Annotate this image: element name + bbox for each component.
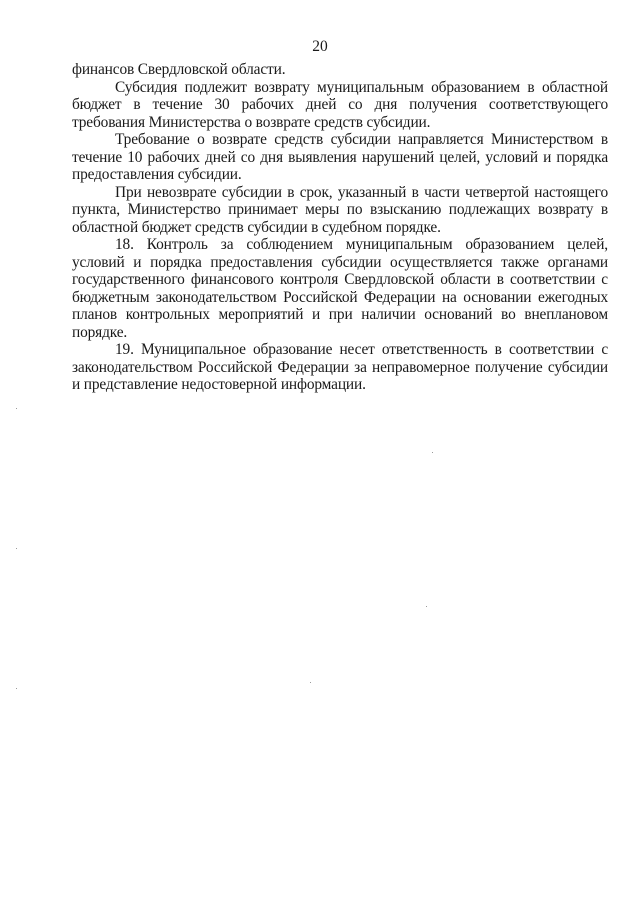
scan-speck (426, 606, 427, 607)
paragraph-refund-demand: Требование о возврате средств субсидии направляется Министерством в течение 10 рабочих дней со дня выявления нарушений целей, условий и порядка предоставления субсидии. (72, 131, 608, 183)
paragraph-refund-obligation: Субсидия подлежит возврату муниципальным образованием в областной бюджет в течение 30 рабочих дней со дня получения соответствующего требования Министерства о возврате средств субсидии. (72, 78, 608, 131)
paragraph-item-18: 18. Контроль за соблюдением муниципальным образованием целей, условий и порядка предоставления субсидии осуществляется также органами государственного финансового контроля Свердловской области в соответствии с бюджетным законодательством Российской Федерации на основании ежегодных планов контрольных мероприятий и при наличии оснований во внеплановом порядке. (72, 236, 608, 341)
paragraph-non-return: При невозврате субсидии в срок, указанный в части четвертой настоящего пункта, Министерство принимает меры по взысканию подлежащих возврату в областной бюджет средств субсидии в судебном порядке. (72, 183, 608, 236)
paragraph-continuation: финансов Свердловской области. (72, 61, 286, 78)
page-number: 20 (312, 38, 328, 55)
scan-speck (310, 682, 311, 683)
scan-speck (16, 408, 17, 409)
paragraph-item-19: 19. Муниципальное образование несет ответственность в соответствии с законодательством Российской Федерации за неправомерное получение субсидии и представление недостоверной информации. (72, 341, 608, 393)
document-body (72, 61, 608, 394)
scan-speck (16, 548, 17, 549)
scan-speck (432, 452, 433, 453)
scan-speck (16, 688, 17, 689)
